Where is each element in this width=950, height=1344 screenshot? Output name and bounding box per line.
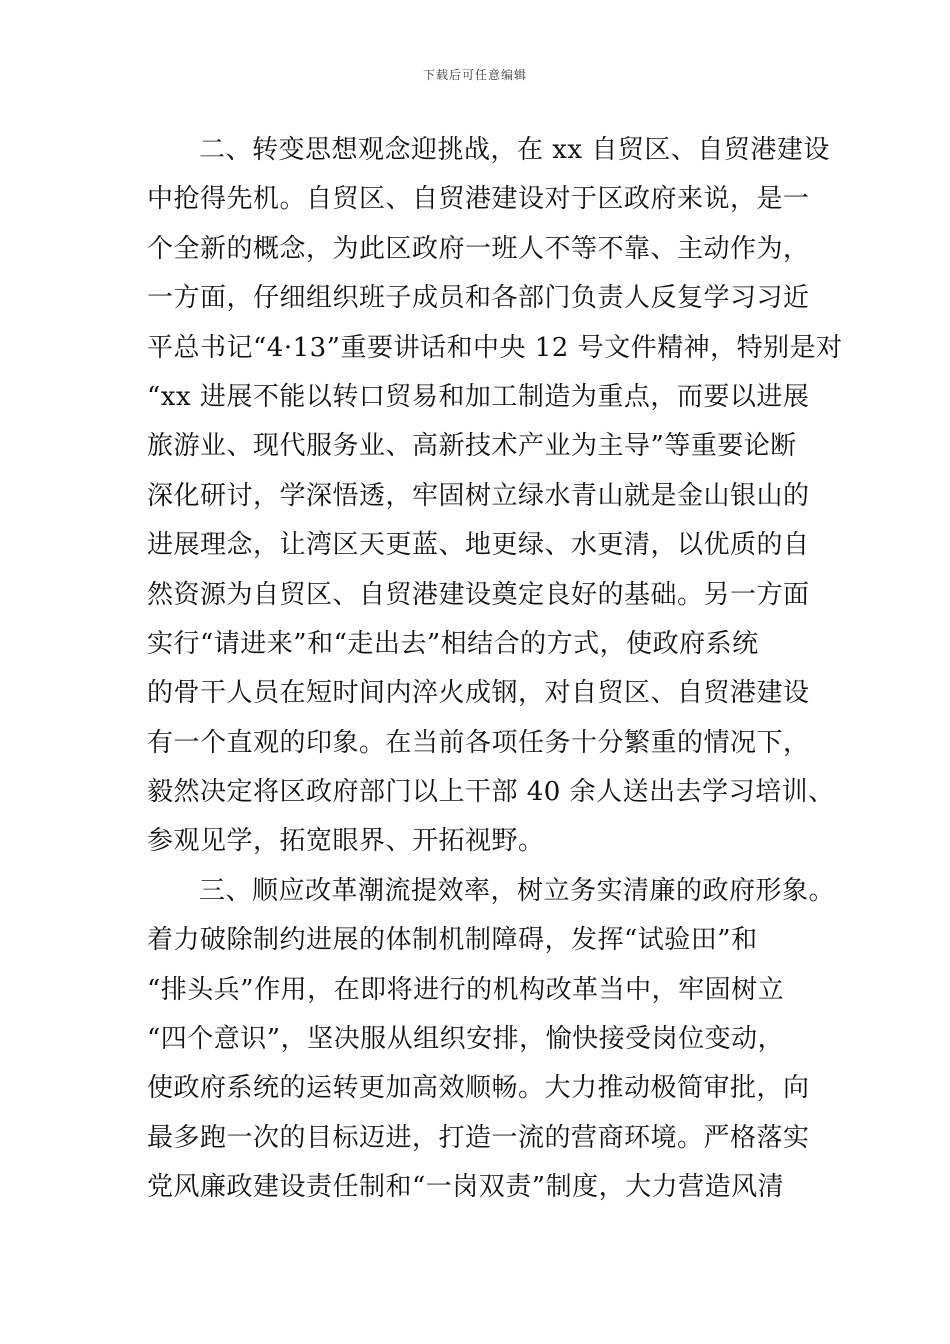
paragraph-line: 旅游业、现代服务业、高新技术产业为主导”等重要论断 (147, 431, 797, 462)
paragraph-line: 党风廉政建设责任制和“一岗双责”制度，大力营造风清 (147, 1172, 785, 1203)
paragraph-line: 进展理念，让湾区天更蓝、地更绿、水更清，以优质的自 (147, 530, 810, 561)
paragraph-line: 中抢得先机。自贸区、自贸港建设对于区政府来说，是一 (147, 184, 810, 215)
paragraph-line: 平总书记“4·13”重要讲话和中央 12 号文件精神，特别是对 (147, 332, 843, 363)
page-header: 下载后可任意编辑 (422, 68, 527, 82)
paragraph-line: 实行“请进来”和“走出去”相结合的方式，使政府系统 (147, 628, 759, 659)
paragraph-line: “排头兵”作用，在即将进行的机构改革当中，牢固树立 (147, 974, 785, 1005)
paragraph-line: 三、顺应改革潮流提效率，树立务实清廉的政府形象。 (199, 875, 836, 906)
paragraph-line: 一方面，仔细组织班子成员和各部门负责人反复学习习近 (147, 283, 810, 314)
paragraph-line: 个全新的概念，为此区政府一班人不等不靠、主动作为， (147, 233, 810, 264)
paragraph-line: 使政府系统的运转更加高效顺畅。大力推动极简审批，向 (147, 1073, 810, 1104)
paragraph-line: “xx 进展不能以转口贸易和加工制造为重点，而要以进展 (147, 381, 810, 412)
document-body (147, 126, 843, 1213)
paragraph-line: 参观见学，拓宽眼界、开拓视野。 (147, 826, 545, 857)
paragraph-line: 然资源为自贸区、自贸港建设奠定良好的基础。另一方面 (147, 579, 810, 610)
paragraph-line: 有一个直观的印象。在当前各项任务十分繁重的情况下， (147, 727, 810, 758)
paragraph-line: 毅然决定将区政府部门以上干部 40 余人送出去学习培训、 (147, 777, 835, 808)
paragraph-line: 着力破除制约进展的体制机制障碍，发挥“试验田”和 (147, 925, 758, 956)
paragraph-line: 的骨干人员在短时间内淬火成钢，对自贸区、自贸港建设 (147, 678, 810, 709)
paragraph-line: “四个意识”，坚决服从组织安排，愉快接受岗位变动， (147, 1024, 785, 1055)
paragraph-line: 二、转变思想观念迎挑战，在 xx 自贸区、自贸港建设 (199, 135, 830, 165)
paragraph-line: 最多跑一次的目标迈进，打造一流的营商环境。严格落实 (147, 1122, 810, 1153)
paragraph-line: 深化研讨，学深悟透，牢固树立绿水青山就是金山银山的 (147, 480, 810, 511)
